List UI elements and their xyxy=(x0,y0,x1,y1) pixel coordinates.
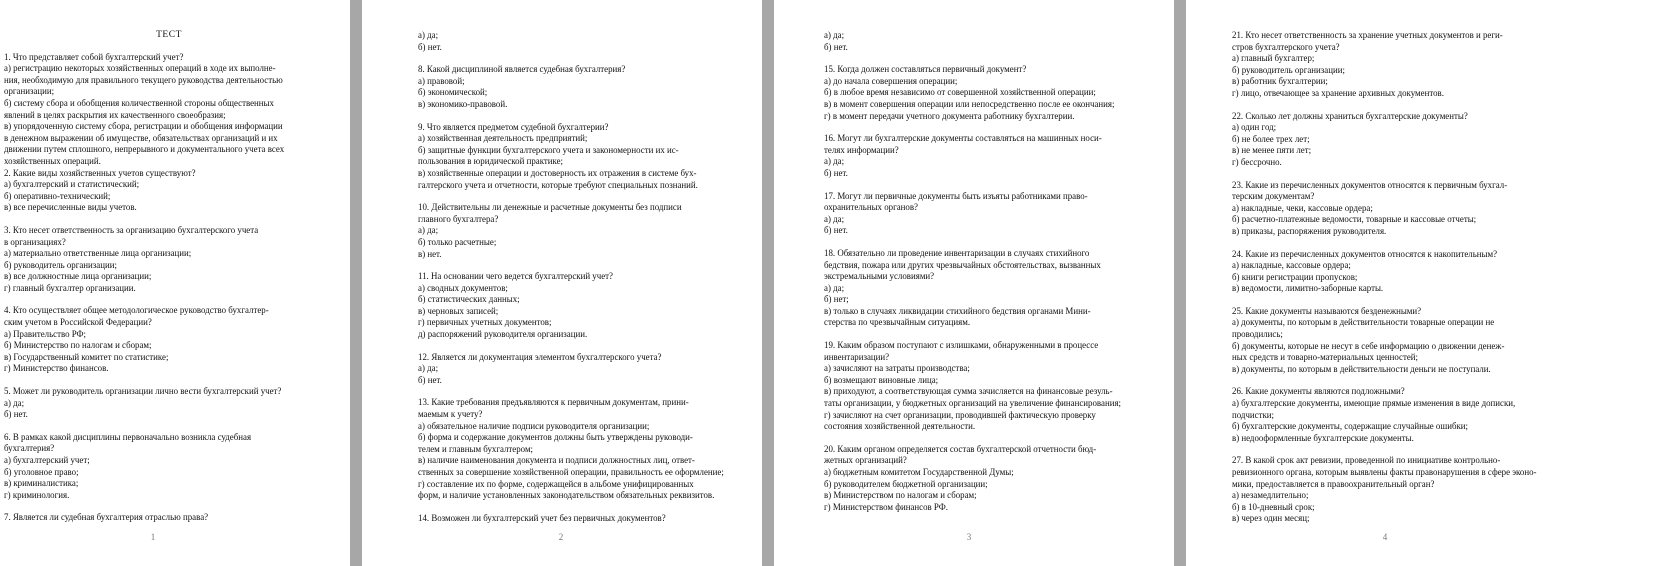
text-line: а) обязательное наличие подписи руководителя организации; xyxy=(418,420,650,431)
text-line: б) документы, которые не несут в себе информацию о движении денеж- xyxy=(1232,340,1505,351)
text-line: 12. Является ли документация элементом бухгалтерского учета? xyxy=(418,351,662,362)
text-line: в) только в случаях ликвидации стихийного бедствия органами Мини- xyxy=(824,305,1091,316)
page-2-content xyxy=(418,30,738,524)
text-line: б) только расчетные; xyxy=(418,236,497,247)
page-number: 4 xyxy=(1382,532,1388,542)
text-line: в) документы, по которым в действительности деньги не поступали. xyxy=(1232,363,1491,374)
text-line: 13. Какие требования предъявляются к первичным документам, прини- xyxy=(418,397,689,408)
text-line: б) нет. xyxy=(824,225,848,236)
text-line: ревизионного органа, которым выявлены факты правонарушения в сфере эконо- xyxy=(1232,467,1537,477)
text-line: б) не более трех лет; xyxy=(1232,133,1310,144)
text-line: а) да; xyxy=(824,30,845,40)
text-line: б) Министерство по налогам и сборам; xyxy=(4,340,152,351)
page-gap xyxy=(1174,0,1186,566)
text-line: телем и главным бухгалтером; xyxy=(418,443,534,454)
text-line: б) расчетно-платежные ведомости, товарные и кассовые отчеты; xyxy=(1232,214,1477,225)
text-line: г) криминология. xyxy=(4,489,70,500)
paragraph-gap xyxy=(1232,238,1562,249)
page-4-lines xyxy=(1232,30,1562,525)
page-3 xyxy=(774,0,1174,566)
text-line: в) все перечисленные виды учетов. xyxy=(4,202,137,213)
text-line: а) материально ответственные лица организации; xyxy=(4,248,192,259)
text-line: а) да; xyxy=(824,156,845,167)
text-line: 22. Сколько лет должны храниться бухгалтерские документы? xyxy=(1232,110,1468,121)
text-line: в) Государственный комитет по статистике; xyxy=(4,351,169,362)
text-line: ским учетом в Российской Федерации? xyxy=(4,317,152,328)
text-line: бухгалтерия? xyxy=(4,443,55,454)
text-line: в) нет. xyxy=(418,248,442,259)
text-line: а) правовой; xyxy=(418,75,465,86)
text-line: организации; xyxy=(4,86,55,97)
text-line: стерства по чрезвычайным ситуациям. xyxy=(824,317,971,328)
text-line: в денежном выражении об имуществе, обязательствах организаций и их xyxy=(4,132,278,143)
text-line: главного бухгалтера? xyxy=(418,213,499,224)
text-line: в) через один месяц; xyxy=(1232,513,1310,524)
text-line: в организациях? xyxy=(4,236,66,247)
text-line: ных средств и товарно-материальных ценностей; xyxy=(1232,352,1419,363)
text-line: в) криминалистика; xyxy=(4,478,79,489)
text-line: в) хозяйственные операции и достоверность их отражения в системе бух- xyxy=(418,167,697,178)
page-gap xyxy=(350,0,362,566)
paragraph-gap xyxy=(4,421,334,432)
paragraph-gap xyxy=(824,237,1144,248)
paragraph-gap xyxy=(418,53,738,64)
text-line: телях информации? xyxy=(824,144,899,155)
text-line: г) составление их по форме, содержащейся в альбоме унифицированных xyxy=(418,478,694,489)
paragraph-gap xyxy=(418,386,738,397)
text-line: б) нет. xyxy=(824,167,848,178)
text-line: в) черновых записей; xyxy=(418,305,499,316)
text-line: в) работник бухгалтерии; xyxy=(1232,76,1328,87)
paragraph-gap xyxy=(418,111,738,122)
text-line: 3. Кто несет ответственность за организацию бухгалтерского учета xyxy=(4,224,259,235)
text-line: терским документам? xyxy=(1232,191,1315,202)
paragraph-gap xyxy=(1232,444,1562,455)
page-2-lines xyxy=(418,30,738,524)
text-line: б) нет. xyxy=(418,374,442,385)
text-line: явлений в целях раскрытия их качественного своеобразия; xyxy=(4,109,226,120)
paragraph-gap xyxy=(1232,100,1562,111)
paragraph-gap xyxy=(4,501,334,512)
text-line: 23. Какие из перечисленных документов относятся к первичным бухгал- xyxy=(1232,179,1508,190)
text-line: проводились; xyxy=(1232,329,1283,340)
text-line: 6. В рамках какой дисциплины первоначально возникла судебная xyxy=(4,431,252,442)
text-line: форм, и наличие установленных законодательством обязательных реквизитов. xyxy=(418,490,715,501)
text-line: а) сводных документов; xyxy=(418,282,508,293)
text-line: б) в 10-дневный срок; xyxy=(1232,501,1315,512)
text-line: 2. Какие виды хозяйственных учетов существуют? xyxy=(4,167,196,178)
text-line: г) зачисляют на счет организации, проводившей фактическую проверку xyxy=(824,409,1096,420)
text-line: 5. Может ли руководитель организации лично вести бухгалтерский учет? xyxy=(4,386,282,397)
page-number: 1 xyxy=(150,532,156,542)
text-line: а) да; xyxy=(418,225,439,236)
text-line: б) нет. xyxy=(418,41,442,52)
text-line: экстремальными условиями? xyxy=(824,271,935,282)
text-line: а) да; xyxy=(418,30,439,40)
text-line: б) защитные функции бухгалтерского учета и закономерности их ис- xyxy=(418,144,679,155)
text-line: подчистки; xyxy=(1232,409,1275,420)
text-line: 18. Обязательно ли проведение инвентаризации в случаях стихийного xyxy=(824,247,1090,258)
text-line: таты организации, у бюджетных организаций на увеличение финансирования; xyxy=(824,398,1121,409)
text-line: а) Правительство РФ; xyxy=(4,328,86,339)
text-line: инвентаризации? xyxy=(824,351,890,362)
text-line: а) до начала совершения операции; xyxy=(824,75,958,86)
text-line: а) один год; xyxy=(1232,122,1277,133)
paragraph-gap xyxy=(418,341,738,352)
text-line: бедствия, пожара или других чрезвычайных обстоятельствах, вызванных xyxy=(824,259,1101,270)
text-line: стров бухгалтерского учета? xyxy=(1232,41,1340,52)
text-line: а) бухгалтерские документы, имеющие прямые изменения в виде дописки, xyxy=(1232,398,1516,409)
text-line: в) в момент совершения операции или непосредственно после ее окончания; xyxy=(824,98,1115,109)
text-line: б) нет; xyxy=(824,294,849,305)
text-line: в) приходуют, а соответствующая сумма зачисляется на финансовые резуль- xyxy=(824,386,1113,397)
paragraph-gap xyxy=(4,294,334,305)
text-line: 11. На основании чего ведется бухгалтерский учет? xyxy=(418,271,613,282)
text-line: б) книги регистрации пропусков; xyxy=(1232,271,1358,282)
page-number: 3 xyxy=(966,532,972,542)
paragraph-gap xyxy=(824,433,1144,444)
text-line: 24. Какие из перечисленных документов относятся к накопительным? xyxy=(1232,248,1498,259)
text-line: а) незамедлительно; xyxy=(1232,490,1309,501)
paragraph-gap xyxy=(824,180,1144,191)
text-line: г) главный бухгалтер организации. xyxy=(4,282,136,293)
text-line: а) документы, по которым в действительности товарные операции не xyxy=(1232,317,1495,328)
text-line: движении путем сплошного, непрерывного и документального учета всех xyxy=(4,144,285,155)
text-line: охранительных органов? xyxy=(824,202,918,213)
text-line: а) бухгалтерский учет; xyxy=(4,455,90,465)
text-line: б) форма и содержание документов должны быть утверждены руководи- xyxy=(418,432,693,443)
text-line: б) уголовное право; xyxy=(4,466,79,477)
text-line: 19. Каким образом поступают с излишками, обнаруженными в процессе xyxy=(824,340,1099,351)
text-line: а) бухгалтерский и статистический; xyxy=(4,179,140,190)
text-line: 17. Могут ли первичные документы быть изъяты работниками право- xyxy=(824,190,1088,201)
text-line: а) главный бухгалтер; xyxy=(1232,53,1315,64)
page-1-content xyxy=(4,30,334,524)
text-line: 8. Какой дисциплиной является судебная бухгалтерия? xyxy=(418,64,626,75)
text-line: а) накладные, кассовые ордера; xyxy=(1232,260,1351,271)
text-line: в) все должностные лица организации; xyxy=(4,271,152,282)
text-line: пользования в юридической практике; xyxy=(418,156,564,167)
text-line: а) да; xyxy=(824,213,845,224)
text-line: 25. Какие документы называются безденежными? xyxy=(1232,305,1422,316)
text-line: а) да; xyxy=(824,282,845,293)
text-line: в) Министерством по налогам и сборам; xyxy=(824,490,977,501)
page-3-lines xyxy=(824,30,1144,513)
paragraph-gap xyxy=(4,214,334,225)
text-line: состояния хозяйственной деятельности. xyxy=(824,421,976,432)
text-line: галтерского учета и отчетности, которые требуют специальных познаний. xyxy=(418,179,698,190)
text-line: а) бюджетным комитетом Государственной Думы; xyxy=(824,467,1014,477)
text-line: ния, необходимую для правильного текущего руководства деятельностью xyxy=(4,74,283,85)
text-line: г) бессрочно. xyxy=(1232,156,1282,167)
paragraph-gap xyxy=(4,375,334,386)
paragraph-gap xyxy=(824,53,1144,64)
text-line: жетных организаций? xyxy=(824,455,907,466)
text-line: в) недооформленные бухгалтерские документы. xyxy=(1232,432,1414,443)
page-gap xyxy=(762,0,774,566)
page-1-lines xyxy=(4,52,334,524)
text-line: 21. Кто несет ответственность за хранение учетных документов и реги- xyxy=(1232,30,1503,40)
text-line: 1. Что представляет собой бухгалтерский учет? xyxy=(4,51,184,62)
text-line: б) руководитель организации; xyxy=(4,259,117,270)
text-line: б) бухгалтерские документы, содержащие случайные ошибки; xyxy=(1232,421,1469,432)
text-line: б) возмещают виновные лица; xyxy=(824,374,939,385)
text-line: а) регистрацию некоторых хозяйственных операций в ходе их выполне- xyxy=(4,63,276,74)
text-line: б) нет. xyxy=(4,409,28,420)
text-line: 7. Является ли судебная бухгалтерия отраслью права? xyxy=(4,512,209,523)
paragraph-gap xyxy=(418,260,738,271)
paragraph-gap xyxy=(418,191,738,202)
text-line: хозяйственных операций. xyxy=(4,155,101,166)
paragraph-gap xyxy=(1232,375,1562,386)
page-title: ТЕСТ xyxy=(156,30,182,40)
text-line: а) да; xyxy=(418,363,439,374)
text-line: 10. Действительны ли денежные и расчетные документы без подписи xyxy=(418,202,682,213)
text-line: б) нет. xyxy=(824,41,848,52)
text-line: г) Министерство финансов. xyxy=(4,363,109,374)
text-line: б) систему сбора и обобщения количественной стороны общественных xyxy=(4,97,274,108)
page-1 xyxy=(0,0,350,566)
text-line: в) приказы, распоряжения руководителя. xyxy=(1232,225,1387,236)
text-line: г) лицо, отвечающее за хранение архивных документов. xyxy=(1232,87,1444,98)
text-line: б) руководителем бюджетной организации; xyxy=(824,478,988,489)
text-line: ственных за совершение хозяйственной операции, правильность ее оформление; xyxy=(418,467,724,477)
text-line: мики, предоставляется в правоохранительный орган? xyxy=(1232,478,1435,489)
text-line: д) распоряжений руководителя организации. xyxy=(418,329,588,340)
text-line: маемым к учету? xyxy=(418,409,483,420)
page-number: 2 xyxy=(558,532,564,542)
page-2 xyxy=(362,0,762,566)
text-line: б) руководитель организации; xyxy=(1232,64,1345,75)
text-line: а) хозяйственная деятельность предприятий; xyxy=(418,133,588,144)
page-4 xyxy=(1186,0,1666,566)
text-line: а) зачисляют на затраты производства; xyxy=(824,363,970,374)
page-3-content xyxy=(824,30,1144,513)
text-line: 27. В какой срок акт ревизии, проведенной по инициативе контрольно- xyxy=(1232,455,1501,466)
text-line: в) упорядоченную систему сбора, регистрации и обобщения информации xyxy=(4,121,283,132)
text-line: г) Министерством финансов РФ. xyxy=(824,501,948,512)
text-line: 9. Что является предметом судебной бухгалтерии? xyxy=(418,121,609,132)
text-line: в) наличие наименования документа и подписи должностных лиц, ответ- xyxy=(418,455,695,466)
paragraph-gap xyxy=(418,502,738,513)
text-line: г) в момент передачи учетного документа работнику бухгалтерии. xyxy=(824,110,1075,121)
text-line: 20. Каким органом определяется состав бухгалтерской отчетности бюд- xyxy=(824,443,1097,454)
text-line: в) не менее пяти лет; xyxy=(1232,145,1312,156)
text-line: г) первичных учетных документов; xyxy=(418,317,552,328)
paragraph-gap xyxy=(824,329,1144,340)
text-line: 4. Кто осуществляет общее методологическое руководство бухгалтер- xyxy=(4,305,269,316)
page-4-content xyxy=(1232,30,1562,525)
text-line: б) экономической; xyxy=(418,87,488,98)
text-line: 15. Когда должен составляться первичный документ? xyxy=(824,64,1027,75)
text-line: в) экономико-правовой. xyxy=(418,98,508,109)
text-line: 26. Какие документы являются подложными? xyxy=(1232,386,1405,397)
text-line: а) накладные, чеки, кассовые ордера; xyxy=(1232,202,1373,213)
text-line: 16. Могут ли бухгалтерские документы составляться на машинных носи- xyxy=(824,133,1102,144)
paragraph-gap xyxy=(824,122,1144,133)
text-line: б) статистических данных; xyxy=(418,294,520,305)
text-line: 14. Возможен ли бухгалтерский учет без первичных документов? xyxy=(418,512,666,523)
paragraph-gap xyxy=(1232,169,1562,180)
text-line: в) ведомости, лимитно-заборные карты. xyxy=(1232,283,1384,294)
text-line: б) оперативно-технический; xyxy=(4,190,111,201)
text-line: б) в любое время независимо от совершенной хозяйственной операции; xyxy=(824,87,1096,98)
paragraph-gap xyxy=(1232,295,1562,306)
text-line: а) да; xyxy=(4,397,25,408)
